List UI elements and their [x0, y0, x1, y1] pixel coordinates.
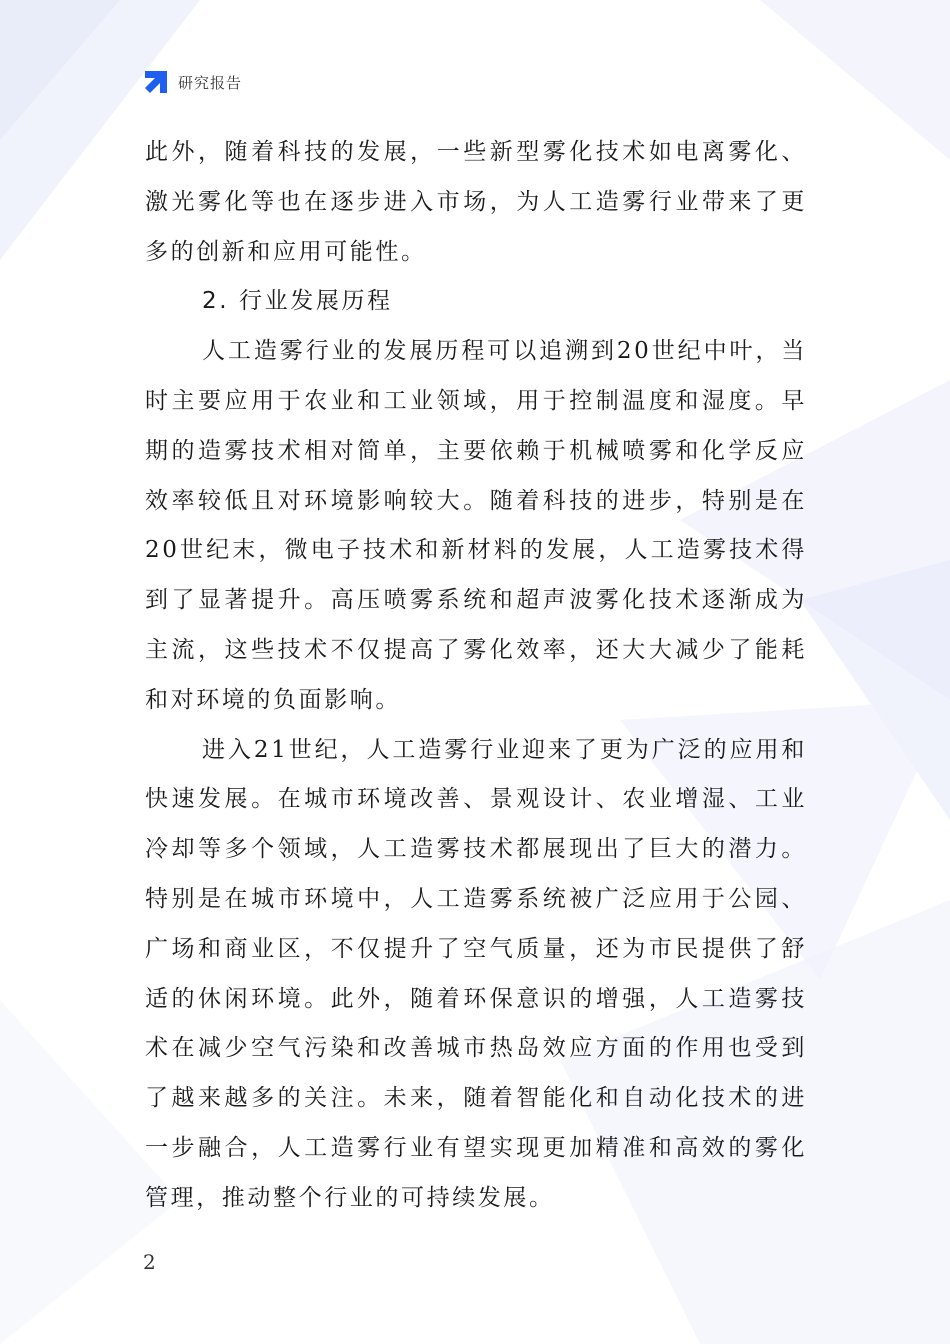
paragraph-2: 人工造雾行业的发展历程可以追溯到20世纪中叶，当时主要应用于农业和工业领域，用于控制温度和湿度。早期的造雾技术相对简单，主要依赖于机械喷雾和化学反应效率较低且对环境影响较大。随着科技的进步，特别是在20世纪末，微电子技术和新材料的发展，人工造雾技术得到了显著提升。高压喷雾系统和超声波雾化技术逐渐成为主流，这些技术不仅提高了雾化效率，还大大减少了能耗和对环境的负面影响。 — [145, 338, 807, 713]
report-body — [145, 128, 807, 1224]
section-heading: 2. 行业发展历程 — [202, 288, 393, 315]
report-header — [143, 68, 242, 96]
paragraph-3: 进入21世纪，人工造雾行业迎来了更为广泛的应用和快速发展。在城市环境改善、景观设计、农业增湿、工业冷却等多个领域，人工造雾技术都展现出了巨大的潜力。特别是在城市环境中，人工造雾系统被广泛应用于公园、广场和商业区，不仅提升了空气质量，还为市民提供了舒适的休闲环境。此外，随着环保意识的增强，人工造雾技术在减少空气污染和改善城市热岛效应方面的作用也受到了越来越多的关注。未来，随着智能化和自动化技术的进一步融合，人工造雾行业有望实现更加精准和高效的雾化管理，推动整个行业的可持续发展。 — [145, 736, 807, 1211]
header-title: 研究报告 — [178, 73, 243, 92]
paragraph-1: 此外，随着科技的发展，一些新型雾化技术如电离雾化、激光雾化等也在逐步进入市场，为人工造雾行业带来了更多的创新和应用可能性。 — [145, 139, 807, 265]
arrow-up-right-icon — [143, 69, 169, 95]
page-number: 2 — [143, 1250, 156, 1274]
